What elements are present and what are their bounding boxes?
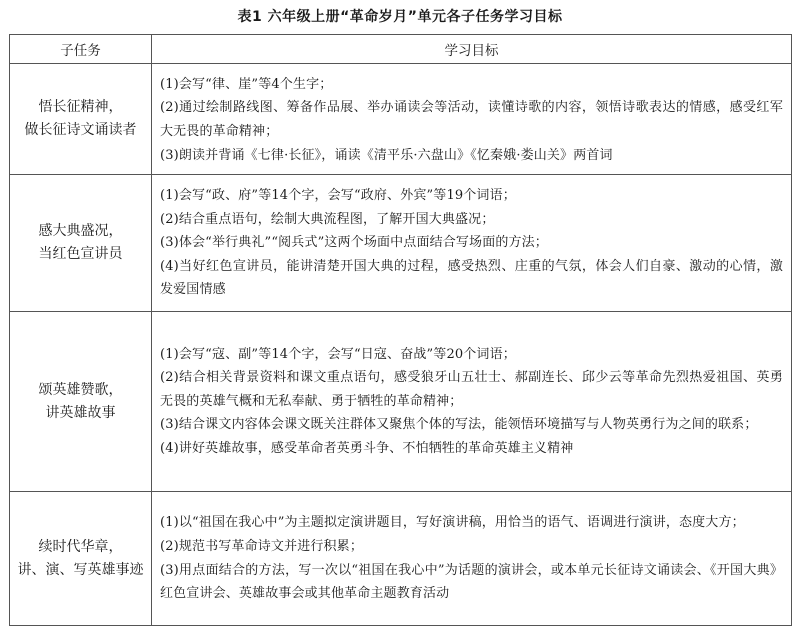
goal-item: (1)会写“律、崖”等4个生字； xyxy=(160,76,333,92)
goals-cell xyxy=(152,492,792,626)
subtask-cell xyxy=(10,312,152,492)
goals-cell xyxy=(152,175,792,312)
table-row xyxy=(10,492,792,626)
goal-item: (4)讲好英雄故事，感受革命者英勇斗争、不怕牺牲的革命英雄主义精神 xyxy=(160,440,574,456)
subtask-line: 颂英雄赞歌， xyxy=(38,381,123,398)
goals-cell xyxy=(152,64,792,175)
goal-item: (1)以“祖国在我心中”为主题拟定演讲题目，写好演讲稿，用恰当的语气、语调进行演讲，态度大方； xyxy=(160,515,745,531)
goal-item: (1)会写“寇、副”等14个字，会写“日寇、奋战”等20个词语； xyxy=(160,346,516,362)
subtask-cell xyxy=(10,64,152,175)
goal-item: (4)当好红色宣讲员，能讲清楚开国大典的过程，感受热烈、庄重的气氛，体会人们自豪、激动的心情，激发爱国情感 xyxy=(160,258,783,298)
learning-goals-table xyxy=(9,34,792,626)
subtask-line: 续时代华章， xyxy=(38,538,123,555)
table-row xyxy=(10,64,792,175)
header-subtask: 子任务 xyxy=(10,35,152,64)
goal-item: (2)结合重点语句，绘制大典流程图，了解开国大典盛况； xyxy=(160,211,495,227)
table-row xyxy=(10,175,792,312)
table-header-row xyxy=(10,35,792,64)
subtask-line: 感大典盛况， xyxy=(38,223,123,239)
subtask-line: 悟长征精神， xyxy=(38,99,123,115)
header-learning-goals: 学习目标 xyxy=(152,35,792,64)
subtask-line: 讲英雄故事 xyxy=(45,404,116,421)
goal-item: (1)会写“政、府”等14个字，会写“政府、外宾”等19个词语； xyxy=(160,188,516,204)
goal-item: (3)用点面结合的方法，写一次以“祖国在我心中”为话题的演讲会，或本单元长征诗文诵读会、《开国大典》红色宣讲会、英雄故事会或其他革命主题教育活动 xyxy=(160,562,783,602)
goal-item: (3)体会“举行典礼”“阅兵式”这两个场面中点面结合写场面的方法； xyxy=(160,235,548,251)
goals-cell xyxy=(152,312,792,492)
subtask-line: 做长征诗文诵读者 xyxy=(24,122,137,138)
goal-item: (2)通过绘制路线图、筹备作品展、举办诵读会等活动，读懂诗歌的内容，领悟诗歌表达的情感，感受红军大无畏的革命精神； xyxy=(160,100,783,139)
subtask-cell xyxy=(10,492,152,626)
table-row xyxy=(10,312,792,492)
goal-item: (3)结合课文内容体会课文既关注群体又聚焦个体的写法，能领悟环境描写与人物英勇行为之间的联系； xyxy=(160,417,758,433)
goal-item: (3)朗读并背诵《七律·长征》，诵读《清平乐·六盘山》《忆秦娥·娄山关》两首词 xyxy=(160,147,613,163)
table-caption: 表1 六年级上册“革命岁月”单元各子任务学习目标 xyxy=(237,9,563,25)
subtask-cell xyxy=(10,175,152,312)
subtask-line: 当红色宣讲员 xyxy=(38,246,123,262)
goal-item: (2)结合相关背景资料和课文重点语句，感受狼牙山五壮士、郝副连长、邱少云等革命先烈热爱祖国、英勇无畏的英雄气概和无私奉献、勇于牺牲的革命精神； xyxy=(160,370,783,409)
subtask-line: 讲、演、写英雄事迹 xyxy=(17,561,144,578)
goal-item: (2)规范书写革命诗文并进行积累； xyxy=(160,538,363,554)
